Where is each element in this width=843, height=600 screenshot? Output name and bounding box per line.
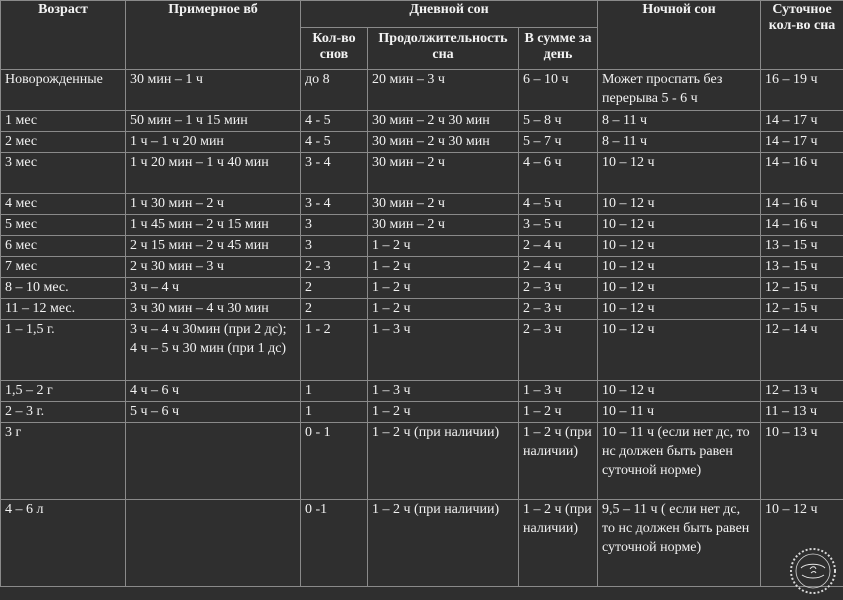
cell-wake: 50 мин – 1 ч 15 мин [126,111,301,132]
header-naps-count: Кол-во снов [301,28,368,70]
cell-wake [126,500,301,587]
cell-naps: 1 [301,381,368,402]
cell-wake: 1 ч 45 мин – 2 ч 15 мин [126,215,301,236]
cell-naps: 2 - 3 [301,257,368,278]
cell-age: 4 – 6 л [1,500,126,587]
cell-duration: 1 – 2 ч [368,236,519,257]
cell-naps: 1 [301,402,368,423]
cell-wake: 5 ч – 6 ч [126,402,301,423]
cell-total: 16 – 19 ч [761,70,843,111]
cell-age: 11 – 12 мес. [1,299,126,320]
cell-day-total: 2 – 3 ч [519,320,598,381]
cell-naps: до 8 [301,70,368,111]
cell-night: 9,5 – 11 ч ( если нет дс, то нс должен быть равен суточной норме) [598,500,761,587]
cell-night: 8 – 11 ч [598,111,761,132]
cell-age: 8 – 10 мес. [1,278,126,299]
cell-age: Новорожденные [1,70,126,111]
cell-naps: 0 -1 [301,500,368,587]
cell-night: 10 – 12 ч [598,320,761,381]
cell-night: 10 – 12 ч [598,299,761,320]
cell-day-total: 2 – 3 ч [519,299,598,320]
cell-total: 11 – 13 ч [761,402,843,423]
cell-naps: 3 [301,215,368,236]
table-row [1,320,843,381]
cell-duration: 30 мин – 2 ч [368,215,519,236]
cell-total: 14 – 16 ч [761,153,843,194]
cell-duration: 1 – 2 ч (при наличии) [368,500,519,587]
cell-naps: 2 [301,278,368,299]
header-wake-window: Примерное вб [126,1,301,70]
cell-wake: 3 ч – 4 ч [126,278,301,299]
cell-day-total: 5 – 7 ч [519,132,598,153]
cell-total: 14 – 17 ч [761,111,843,132]
cell-duration: 30 мин – 2 ч 30 мин [368,111,519,132]
cell-age: 1 мес [1,111,126,132]
cell-total: 14 – 16 ч [761,194,843,215]
table-row [1,278,843,299]
cell-day-total: 6 – 10 ч [519,70,598,111]
cell-age: 3 г [1,423,126,500]
cell-wake: 1 ч 30 мин – 2 ч [126,194,301,215]
table-row [1,423,843,500]
cell-age: 5 мес [1,215,126,236]
cell-day-total: 2 – 4 ч [519,236,598,257]
cell-wake: 2 ч 15 мин – 2 ч 45 мин [126,236,301,257]
cell-total: 13 – 15 ч [761,257,843,278]
cell-night: 10 – 12 ч [598,278,761,299]
cell-duration: 1 – 3 ч [368,381,519,402]
cell-day-total: 4 – 6 ч [519,153,598,194]
table-row [1,111,843,132]
cell-age: 4 мес [1,194,126,215]
cell-duration: 1 – 2 ч [368,278,519,299]
table-row [1,132,843,153]
header-day-total: В сумме за день [519,28,598,70]
table-row [1,215,843,236]
cell-night: Может проспать без перерыва 5 - 6 ч [598,70,761,111]
cell-total: 12 – 15 ч [761,299,843,320]
cell-wake: 30 мин – 1 ч [126,70,301,111]
cell-day-total: 2 – 4 ч [519,257,598,278]
table-row [1,194,843,215]
table-row [1,299,843,320]
cell-age: 1,5 – 2 г [1,381,126,402]
table-row [1,70,843,111]
cell-duration: 30 мин – 2 ч 30 мин [368,132,519,153]
table-row [1,402,843,423]
cell-naps: 0 - 1 [301,423,368,500]
cell-day-total: 1 – 2 ч (при наличии) [519,423,598,500]
cell-wake: 4 ч – 6 ч [126,381,301,402]
cell-duration: 30 мин – 2 ч [368,153,519,194]
cell-night: 10 – 12 ч [598,381,761,402]
cell-wake: 1 ч 20 мин – 1 ч 40 мин [126,153,301,194]
cell-age: 1 – 1,5 г. [1,320,126,381]
cell-day-total: 3 – 5 ч [519,215,598,236]
cell-wake: 2 ч 30 мин – 3 ч [126,257,301,278]
cell-age: 2 мес [1,132,126,153]
table-row [1,500,843,587]
cell-wake [126,423,301,500]
cell-naps: 3 [301,236,368,257]
cell-day-total: 1 – 3 ч [519,381,598,402]
table-row [1,153,843,194]
cell-duration: 1 – 2 ч [368,402,519,423]
cell-wake: 3 ч – 4 ч 30мин (при 2 дс); 4 ч – 5 ч 30 мин (при 1 дс) [126,320,301,381]
cell-day-total: 2 – 3 ч [519,278,598,299]
cell-wake: 1 ч – 1 ч 20 мин [126,132,301,153]
table-row [1,236,843,257]
cell-night: 10 – 12 ч [598,236,761,257]
cell-total: 12 – 15 ч [761,278,843,299]
watermark-logo [788,546,838,596]
cell-night: 10 – 12 ч [598,257,761,278]
cell-duration: 30 мин – 2 ч [368,194,519,215]
cell-total: 12 – 14 ч [761,320,843,381]
cell-total: 14 – 17 ч [761,132,843,153]
table-row [1,381,843,402]
cell-age: 6 мес [1,236,126,257]
cell-night: 8 – 11 ч [598,132,761,153]
cell-day-total: 1 – 2 ч (при наличии) [519,500,598,587]
header-daily-total: Суточное кол-во сна [761,1,843,70]
cell-night: 10 – 12 ч [598,194,761,215]
cell-naps: 4 - 5 [301,132,368,153]
cell-naps: 3 - 4 [301,194,368,215]
cell-night: 10 – 12 ч [598,153,761,194]
cell-age: 7 мес [1,257,126,278]
cell-total: 10 – 12 ч [761,500,843,587]
cell-night: 10 – 11 ч [598,402,761,423]
cell-night: 10 – 11 ч (если нет дс, то нс должен быть равен суточной норме) [598,423,761,500]
header-night-sleep: Ночной сон [598,1,761,70]
cell-age: 2 – 3 г. [1,402,126,423]
cell-duration: 1 – 2 ч [368,299,519,320]
cell-age: 3 мес [1,153,126,194]
cell-naps: 3 - 4 [301,153,368,194]
cell-wake: 3 ч 30 мин – 4 ч 30 мин [126,299,301,320]
cell-duration: 1 – 2 ч (при наличии) [368,423,519,500]
cell-duration: 1 – 3 ч [368,320,519,381]
cell-total: 13 – 15 ч [761,236,843,257]
header-day-sleep: Дневной сон [301,1,598,28]
cell-total: 14 – 16 ч [761,215,843,236]
cell-naps: 1 - 2 [301,320,368,381]
table-row [1,257,843,278]
header-nap-duration: Продолжительность сна [368,28,519,70]
cell-total: 12 – 13 ч [761,381,843,402]
cell-day-total: 5 – 8 ч [519,111,598,132]
cell-total: 10 – 13 ч [761,423,843,500]
cell-naps: 2 [301,299,368,320]
cell-duration: 1 – 2 ч [368,257,519,278]
cell-duration: 20 мин – 3 ч [368,70,519,111]
cell-night: 10 – 12 ч [598,215,761,236]
cell-day-total: 4 – 5 ч [519,194,598,215]
cell-naps: 4 - 5 [301,111,368,132]
header-age: Возраст [1,1,126,70]
cell-day-total: 1 – 2 ч [519,402,598,423]
